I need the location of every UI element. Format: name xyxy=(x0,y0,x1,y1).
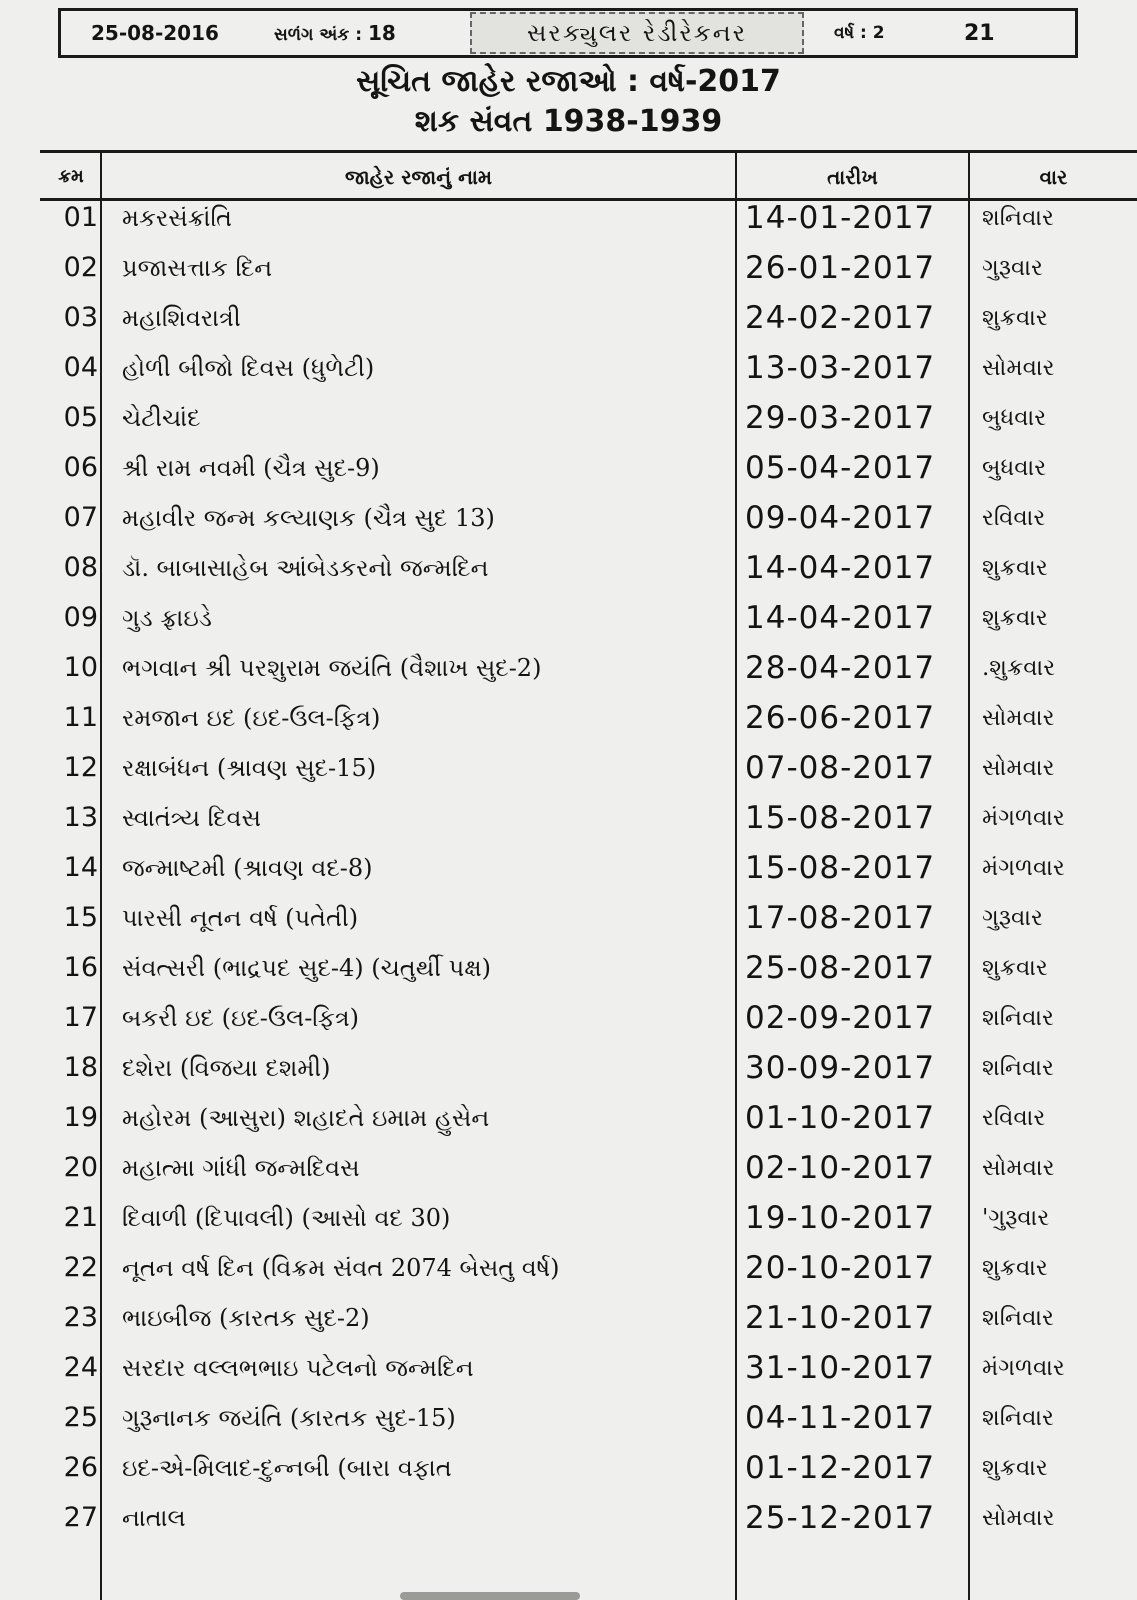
holiday-date: 01-10-2017 xyxy=(745,1100,936,1136)
holiday-weekday: સોમવાર xyxy=(982,1505,1055,1531)
holiday-date: 04-11-2017 xyxy=(745,1400,936,1436)
holiday-name: બકરી ઇદ (ઇદ-ઉલ-ફિત્ર) xyxy=(122,1004,359,1032)
holiday-weekday: શનિવાર xyxy=(982,205,1054,231)
table-row xyxy=(0,543,1137,593)
column-header-day: વાર xyxy=(1039,165,1068,189)
holiday-name: ભગવાન શ્રી પરશુરામ જયંતિ (વૈશાખ સુદ-2) xyxy=(122,654,542,682)
column-header-name: જાહેર રજાનું નામ xyxy=(344,165,493,189)
holiday-weekday: બુધવાર xyxy=(982,405,1047,431)
table-top-rule xyxy=(40,150,1137,153)
holiday-date: 30-09-2017 xyxy=(745,1050,936,1086)
header-strip xyxy=(58,8,1078,58)
holiday-date: 07-08-2017 xyxy=(745,750,936,786)
holiday-number: 17 xyxy=(63,1002,98,1033)
holiday-name: શ્રી રામ નવમી (ચૈત્ર સુદ-9) xyxy=(122,454,380,482)
holiday-number: 24 xyxy=(63,1352,98,1383)
holiday-date: 19-10-2017 xyxy=(745,1200,936,1236)
table-row xyxy=(0,943,1137,993)
holiday-weekday: .શુક્રવાર xyxy=(982,655,1056,681)
holiday-weekday: શુક્રવાર xyxy=(982,555,1048,581)
table-row xyxy=(0,343,1137,393)
holiday-name: દિવાળી (દિપાવલી) (આસો વદ 30) xyxy=(122,1204,451,1232)
holiday-number: 18 xyxy=(63,1052,98,1083)
column-header-date: તારીખ xyxy=(827,165,878,189)
table-row xyxy=(0,393,1137,443)
publication-name: સરક્યુલર રેડીરેકનર xyxy=(470,12,804,54)
holiday-name: રક્ષાબંધન (શ્રાવણ સુદ-15) xyxy=(122,754,377,782)
holiday-name: મહાશિવરાત્રી xyxy=(122,304,241,332)
table-row xyxy=(0,193,1137,243)
holiday-name: મકરસંક્રાંતિ xyxy=(122,204,232,232)
holiday-weekday: મંગળવાર xyxy=(982,1355,1065,1381)
issue-info xyxy=(274,21,464,45)
holiday-date: 13-03-2017 xyxy=(745,350,936,386)
holiday-weekday: શનિવાર xyxy=(982,1305,1054,1331)
table-row xyxy=(0,1143,1137,1193)
holiday-date: 26-06-2017 xyxy=(745,700,936,736)
holiday-weekday: શુક્રવાર xyxy=(982,305,1048,331)
holiday-name: ગુડ ફ્રાઇડે xyxy=(122,604,212,632)
table-row xyxy=(0,593,1137,643)
holiday-name: નાતાલ xyxy=(122,1504,186,1532)
holiday-date: 15-08-2017 xyxy=(745,800,936,836)
holiday-number: 20 xyxy=(63,1152,98,1183)
holiday-name: મહોરમ (આસુરા) શહાદતે ઇમામ હુસેન xyxy=(122,1104,490,1132)
year-label: વર્ષ : 2 xyxy=(834,23,885,43)
holiday-name: ઇદ-એ-મિલાદ-દુન્નબી (બારા વફાત xyxy=(122,1454,452,1482)
holiday-date: 26-01-2017 xyxy=(745,250,936,286)
holiday-number: 21 xyxy=(63,1202,98,1233)
holiday-table-body xyxy=(0,193,1137,1543)
issue-label: સળંગ અંક : xyxy=(274,25,363,45)
scan-artifact xyxy=(400,1592,580,1600)
holiday-date: 29-03-2017 xyxy=(745,400,936,436)
holiday-name: મહાત્મા ગાંધી જન્મદિવસ xyxy=(122,1154,360,1182)
table-row xyxy=(0,293,1137,343)
table-row xyxy=(0,1043,1137,1093)
holiday-number: 22 xyxy=(63,1252,98,1283)
holiday-weekday: ગુરૂવાર xyxy=(982,905,1043,931)
holiday-weekday: રવિવાર xyxy=(982,1105,1046,1131)
holiday-weekday: શનિવાર xyxy=(982,1055,1054,1081)
holiday-number: 27 xyxy=(63,1502,98,1533)
holiday-number: 19 xyxy=(63,1102,98,1133)
page-title: સૂચિત જાહેર રજાઓ : વર્ષ-2017 xyxy=(356,64,781,99)
table-row xyxy=(0,693,1137,743)
holiday-number: 07 xyxy=(63,502,98,533)
holiday-number: 08 xyxy=(63,552,98,583)
holiday-date: 02-09-2017 xyxy=(745,1000,936,1036)
table-row xyxy=(0,643,1137,693)
holiday-name: ભાઇબીજ (કારતક સુદ-2) xyxy=(122,1304,370,1332)
holiday-date: 31-10-2017 xyxy=(745,1350,936,1386)
holiday-number: 02 xyxy=(63,252,98,283)
holiday-date: 05-04-2017 xyxy=(745,450,936,486)
holiday-weekday: સોમવાર xyxy=(982,1155,1055,1181)
holiday-weekday: ગુરૂવાર xyxy=(982,255,1043,281)
holiday-weekday: બુધવાર xyxy=(982,455,1047,481)
holiday-number: 05 xyxy=(63,402,98,433)
holiday-date: 21-10-2017 xyxy=(745,1300,936,1336)
holiday-number: 10 xyxy=(63,652,98,683)
table-row xyxy=(0,1093,1137,1143)
holiday-number: 03 xyxy=(63,302,98,333)
table-row xyxy=(0,1493,1137,1543)
holiday-name: જન્માષ્ટમી (શ્રાવણ વદ-8) xyxy=(122,854,373,882)
holiday-name: પારસી નૂતન વર્ષ (પતેતી) xyxy=(122,904,359,932)
holiday-name: ગુરૂનાનક જયંતિ (કારતક સુદ-15) xyxy=(122,1404,456,1432)
holiday-weekday: મંગળવાર xyxy=(982,805,1065,831)
holiday-weekday: સોમવાર xyxy=(982,705,1055,731)
holiday-name: નૂતન વર્ષ દિન (વિક્રમ સંવત 2074 બેસતુ વર્ષ) xyxy=(122,1254,560,1282)
table-row xyxy=(0,743,1137,793)
holiday-number: 15 xyxy=(63,902,98,933)
holiday-name: મહાવીર જન્મ કલ્યાણક (ચૈત્ર સુદ 13) xyxy=(122,504,495,532)
holiday-weekday: શનિવાર xyxy=(982,1405,1054,1431)
holiday-weekday: સોમવાર xyxy=(982,355,1055,381)
holiday-weekday: શુક્રવાર xyxy=(982,955,1048,981)
holiday-weekday: શુક્રવાર xyxy=(982,605,1048,631)
holiday-number: 13 xyxy=(63,802,98,833)
holiday-name: દશેરા (વિજયા દશમી) xyxy=(122,1054,331,1082)
holiday-weekday: શુક્રવાર xyxy=(982,1455,1048,1481)
holiday-date: 15-08-2017 xyxy=(745,850,936,886)
holiday-weekday: રવિવાર xyxy=(982,505,1046,531)
holiday-name: સરદાર વલ્લભભાઇ પટેલનો જન્મદિન xyxy=(122,1354,474,1382)
holiday-weekday: મંગળવાર xyxy=(982,855,1065,881)
holiday-weekday: શનિવાર xyxy=(982,1005,1054,1031)
holiday-number: 06 xyxy=(63,452,98,483)
holiday-date: 14-04-2017 xyxy=(745,600,936,636)
table-row xyxy=(0,1393,1137,1443)
holiday-date: 01-12-2017 xyxy=(745,1450,936,1486)
page-number: 21 xyxy=(964,20,995,46)
holiday-number: 14 xyxy=(63,852,98,883)
holiday-date: 17-08-2017 xyxy=(745,900,936,936)
holiday-name: હોળી બીજો દિવસ (ધુળેટી) xyxy=(122,354,375,382)
holiday-name: સંવત્સરી (ભાદ્રપદ સુદ-4) (ચતુર્થી પક્ષ) xyxy=(122,954,491,982)
holiday-weekday: શુક્રવાર xyxy=(982,1255,1048,1281)
holiday-weekday: સોમવાર xyxy=(982,755,1055,781)
table-row xyxy=(0,893,1137,943)
holiday-number: 11 xyxy=(63,702,98,733)
table-row xyxy=(0,493,1137,543)
holiday-number: 12 xyxy=(63,752,98,783)
holiday-date: 25-12-2017 xyxy=(745,1500,936,1536)
holiday-name: ચેટીચાંદ xyxy=(122,404,201,432)
holiday-number: 23 xyxy=(63,1302,98,1333)
holiday-name: સ્વાતંત્ર્ય દિવસ xyxy=(122,804,261,832)
holiday-date: 14-01-2017 xyxy=(745,200,936,236)
holiday-name: ડૉ. બાબાસાહેબ આંબેડકરનો જન્મદિન xyxy=(122,554,489,582)
holiday-number: 16 xyxy=(63,952,98,983)
holiday-weekday: 'ગુરૂવાર xyxy=(982,1205,1050,1231)
table-row xyxy=(0,1293,1137,1343)
holiday-number: 09 xyxy=(63,602,98,633)
table-row xyxy=(0,993,1137,1043)
table-row xyxy=(0,243,1137,293)
holiday-date: 24-02-2017 xyxy=(745,300,936,336)
table-row xyxy=(0,843,1137,893)
holiday-date: 09-04-2017 xyxy=(745,500,936,536)
table-row xyxy=(0,1243,1137,1293)
holiday-number: 04 xyxy=(63,352,98,383)
holiday-number: 26 xyxy=(63,1452,98,1483)
holiday-date: 28-04-2017 xyxy=(745,650,936,686)
holiday-date: 14-04-2017 xyxy=(745,550,936,586)
holiday-date: 02-10-2017 xyxy=(745,1150,936,1186)
table-row xyxy=(0,1193,1137,1243)
holiday-name: પ્રજાસત્તાક દિન xyxy=(122,254,273,282)
header-date: 25-08-2016 xyxy=(91,21,219,45)
table-row xyxy=(0,1343,1137,1393)
issue-number: 18 xyxy=(368,21,396,45)
holiday-name: રમજાન ઇદ (ઇદ-ઉલ-ફિત્ર) xyxy=(122,704,381,732)
page-subtitle: શક સંવત 1938-1939 xyxy=(414,104,723,139)
holiday-number: 01 xyxy=(63,202,98,233)
table-row xyxy=(0,443,1137,493)
holiday-date: 20-10-2017 xyxy=(745,1250,936,1286)
holiday-number: 25 xyxy=(63,1402,98,1433)
table-row xyxy=(0,793,1137,843)
table-row xyxy=(0,1443,1137,1493)
column-header-number: ક્રમ xyxy=(58,166,84,187)
holiday-date: 25-08-2017 xyxy=(745,950,936,986)
